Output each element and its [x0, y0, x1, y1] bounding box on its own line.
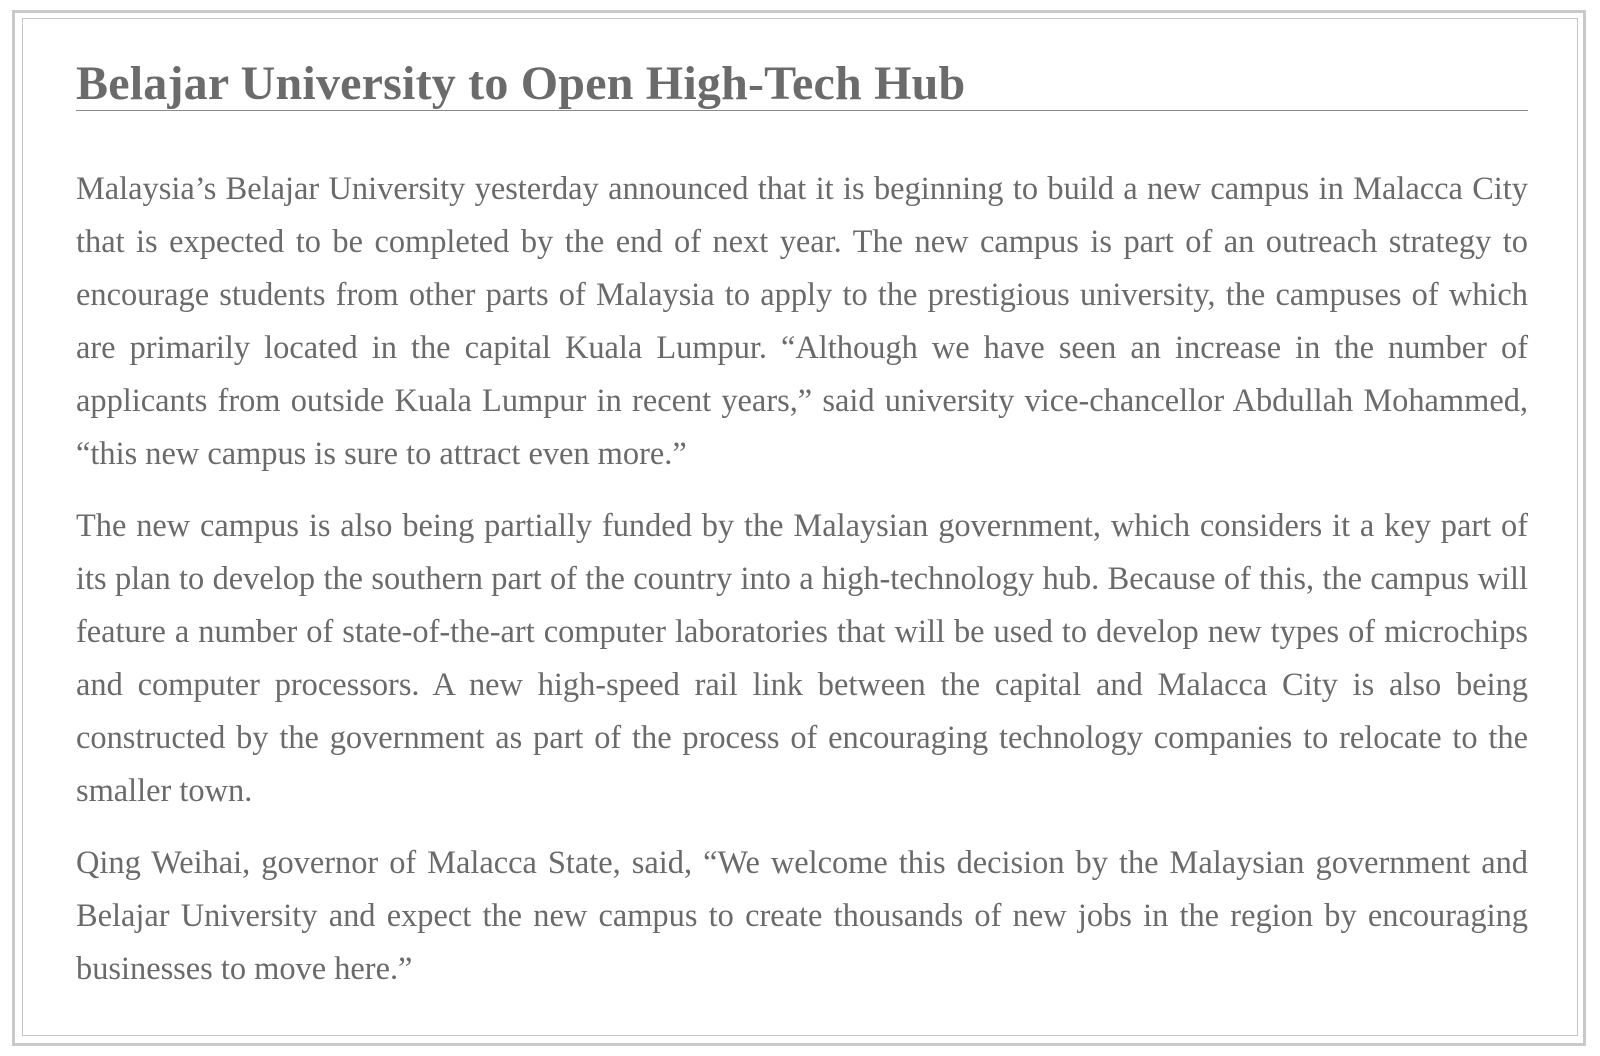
article-paragraph-3: Qing Weihai, governor of Malacca State, said, “We welcome this decision by the Malaysian government and Belajar University and expect the new campus to create thousands of new jobs in the region by encouraging businesses to move here.”: [76, 845, 1528, 987]
article-headline: Belajar University to Open High-Tech Hub: [76, 54, 1528, 111]
article-paragraph-1: Malaysia’s Belajar University yesterday announced that it is beginning to build a new campus in Malacca City that is expected to be completed by the end of next year. The new campus is part of an outreach strategy to encourage students from other parts of Malaysia to apply to the prestigious university, the campuses of which are primarily located in the capital Kuala Lumpur. “Although we have seen an increase in the number of applicants from outside Kuala Lumpur in recent years,” said university vice-chancellor Abdullah Mohammed, “this new campus is sure to attract even more.”: [76, 171, 1528, 472]
article-box: [76, 54, 1528, 996]
article-paragraph-2: The new campus is also being partially funded by the Malaysian government, which considers it a key part of its plan to develop the southern part of the country into a high-technology hub. Because of this, the campus will feature a number of state-of-the-art computer laboratories that will be used to develop new types of microchips and computer processors. A new high-speed rail link between the capital and Malacca City is also being constructed by the government as part of the process of encouraging technology companies to relocate to the smaller town.: [76, 508, 1528, 809]
